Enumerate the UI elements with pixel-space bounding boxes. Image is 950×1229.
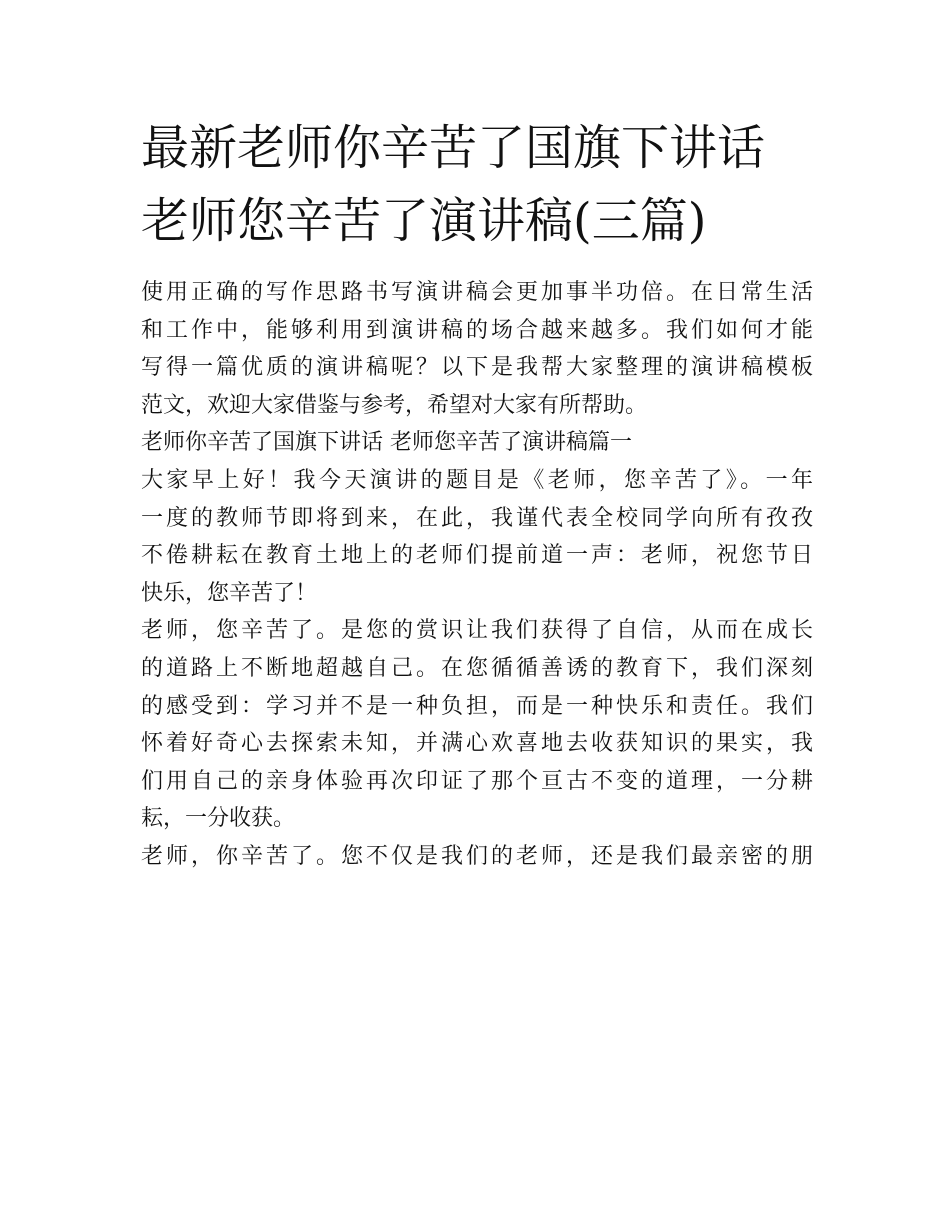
text-line: 的感受到：学习并不是一种负担，而是一种快乐和责任。我们 <box>141 693 813 719</box>
speech-paragraph-3 <box>141 838 813 876</box>
text-line: 老师，您辛苦了。是您的赏识让我们获得了自信，从而在成长 <box>141 618 813 644</box>
speech-paragraph-2 <box>141 612 813 838</box>
text-line: 写得一篇优质的演讲稿呢？以下是我帮大家整理的演讲稿模板 <box>141 355 813 381</box>
text-line: 不倦耕耘在教育土地上的老师们提前道一声：老师，祝您节日 <box>141 543 813 569</box>
text-line: 范文，欢迎大家借鉴与参考，希望对大家有所帮助。 <box>141 392 648 418</box>
intro-paragraph <box>141 274 813 424</box>
text-line: 耘，一分收获。 <box>141 806 296 832</box>
text-line: 怀着好奇心去探索未知，并满心欢喜地去收获知识的果实，我 <box>141 731 813 757</box>
text-line: 大家早上好！我今天演讲的题目是《老师，您辛苦了》。一年 <box>141 467 813 493</box>
text-line: 快乐，您辛苦了！ <box>141 580 318 606</box>
text-line: 一度的教师节即将到来，在此，我谨代表全校同学向所有孜孜 <box>141 505 813 531</box>
title-line-1: 最新老师你辛苦了国旗下讲话 <box>141 120 766 176</box>
text-line: 老师你辛苦了国旗下讲话 老师您辛苦了演讲稿篇一 <box>141 430 632 456</box>
document-content <box>141 112 813 876</box>
section-heading <box>141 424 813 462</box>
text-line: 们用自己的亲身体验再次印证了那个亘古不变的道理，一分耕 <box>141 768 813 794</box>
text-line: 和工作中，能够利用到演讲稿的场合越来越多。我们如何才能 <box>141 317 813 343</box>
text-line: 使用正确的写作思路书写演讲稿会更加事半功倍。在日常生活 <box>141 280 813 305</box>
text-line: 老师，你辛苦了。您不仅是我们的老师，还是我们最亲密的朋 <box>141 843 813 869</box>
title-line-2: 老师您辛苦了演讲稿(三篇) <box>141 193 707 249</box>
document-title <box>141 112 813 258</box>
speech-paragraph-1 <box>141 462 813 612</box>
text-line: 的道路上不断地超越自己。在您循循善诱的教育下，我们深刻 <box>141 655 813 681</box>
document-body <box>141 274 813 876</box>
